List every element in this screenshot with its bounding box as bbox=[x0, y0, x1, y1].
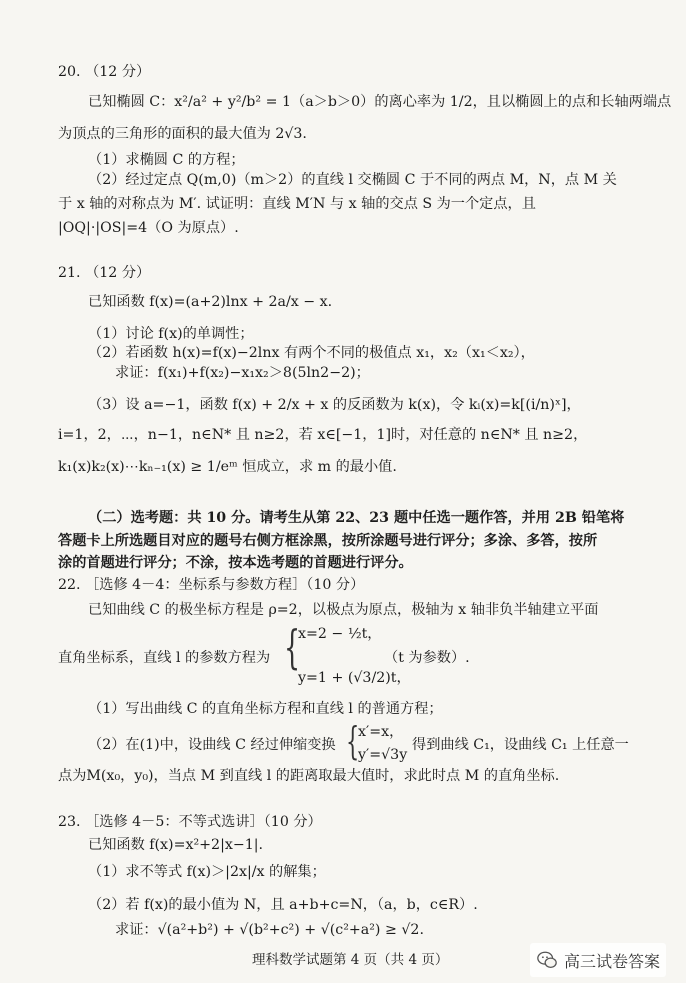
q21-part2a: （2）若函数 h(x)=f(x)−2lnx 有两个不同的极值点 x₁，x₂（x₁＜x₂）， bbox=[88, 345, 535, 361]
q22-line2-prefix: 直角坐标系，直线 l 的参数方程为 bbox=[58, 650, 271, 666]
chat-bubble-icon bbox=[536, 949, 558, 971]
q22-transform-brace: { bbox=[346, 719, 360, 763]
q21-line1: 已知函数 f(x)=(a+2)lnx + 2a/x − x. bbox=[88, 294, 333, 310]
q22-part2-suffix: 得到曲线 C₁，设曲线 C₁ 上任意一 bbox=[412, 737, 629, 753]
elective-line3: 涂的首题进行评分；不涂，按本选考题的首题进行评分。 bbox=[58, 555, 413, 571]
q23-part1: （1）求不等式 f(x)＞|2x|/x 的解集； bbox=[88, 864, 326, 880]
q21-part3b: i=1，2，⋯，n−1，n∈N* 且 n≥2，若 x∈[−1，1]时，对任意的 n∈N* 且 n≥2， bbox=[58, 427, 588, 443]
watermark bbox=[530, 943, 666, 977]
q22-param2: y=1 + (√3/2)t， bbox=[298, 670, 411, 686]
elective-line2: 答题卡上所选题目对应的题号右侧方框涂黑，按所涂题号进行评分；多涂、多答，按所 bbox=[58, 533, 598, 549]
q21-part1: （1）讨论 f(x)的单调性； bbox=[88, 326, 254, 342]
q22-transform2: y′=√3y bbox=[358, 747, 408, 763]
q22-part1: （1）写出曲线 C 的直角坐标方程和直线 l 的普通方程； bbox=[88, 701, 443, 717]
q22-transform1: x′=x， bbox=[358, 724, 404, 740]
q21-part3a: （3）设 a=−1，函数 f(x) + 2/x + x 的反函数为 k(x)，令 kᵢ(x)=k[(i/n)ˣ]， bbox=[88, 397, 581, 413]
q20-part2b: 于 x 轴的对称点为 M′. 试证明：直线 M′N 与 x 轴的交点 S 为一个定点，且 bbox=[58, 196, 536, 212]
elective-line1: （二）选考题：共 10 分。请考生从第 22、23 题中任选一题作答，并用 2B 铅笔将 bbox=[88, 510, 625, 526]
q22-param-brace: { bbox=[284, 620, 301, 674]
q23-line1: 已知函数 f(x)=x²+2|x−1|. bbox=[88, 837, 264, 853]
q23-header: 23. ［选修 4－5：不等式选讲］（10 分） bbox=[58, 814, 322, 830]
q20-header: 20. （12 分） bbox=[58, 64, 151, 80]
q22-param1: x=2 − ½t， bbox=[298, 626, 382, 642]
q20-part2c: |OQ|·|OS|=4（O 为原点）. bbox=[58, 220, 239, 236]
q20-line1: 已知椭圆 C：x²/a² + y²/b² = 1（a＞b＞0）的离心率为 1/2，且以椭圆上的点和长轴两端点 bbox=[88, 94, 672, 110]
q22-header: 22. ［选修 4－4：坐标系与参数方程］（10 分） bbox=[58, 577, 365, 593]
q21-header: 21. （12 分） bbox=[58, 265, 151, 281]
page-footer: 理科数学试题第 4 页（共 4 页） bbox=[252, 952, 449, 968]
q23-part2b: 求证：√(a²+b²) + √(b²+c²) + √(c²+a²) ≥ √2. bbox=[115, 922, 424, 938]
q21-part3c: k₁(x)k₂(x)⋯kₙ₋₁(x) ≥ 1/eᵐ 恒成立，求 m 的最小值. bbox=[58, 459, 397, 475]
q20-part1: （1）求椭圆 C 的方程； bbox=[88, 152, 245, 168]
q22-part2b: 点为M(x₀，y₀)，当点 M 到直线 l 的距离取最大值时，求此时点 M 的直角坐标. bbox=[58, 768, 560, 784]
q22-line1: 已知曲线 C 的极坐标方程是 ρ=2，以极点为原点，极轴为 x 轴非负半轴建立平面 bbox=[88, 602, 599, 618]
watermark-text: 高三试卷答案 bbox=[563, 951, 660, 971]
q20-part2a: （2）经过定点 Q(m,0)（m＞2）的直线 l 交椭圆 C 于不同的两点 M，N，点 M 关 bbox=[88, 172, 617, 188]
q23-part2a: （2）若 f(x)的最小值为 N，且 a+b+c=N，（a，b，c∈R）. bbox=[88, 897, 478, 913]
q22-part2-prefix: （2）在(1)中，设曲线 C 经过伸缩变换 bbox=[88, 737, 336, 753]
q22-param-note: （t 为参数）. bbox=[384, 650, 470, 666]
q21-part2b: 求证：f(x₁)+f(x₂)−x₁x₂＞8(5ln2−2)； bbox=[115, 365, 370, 381]
q20-line2: 为顶点的三角形的面积的最大值为 2√3. bbox=[58, 126, 307, 142]
